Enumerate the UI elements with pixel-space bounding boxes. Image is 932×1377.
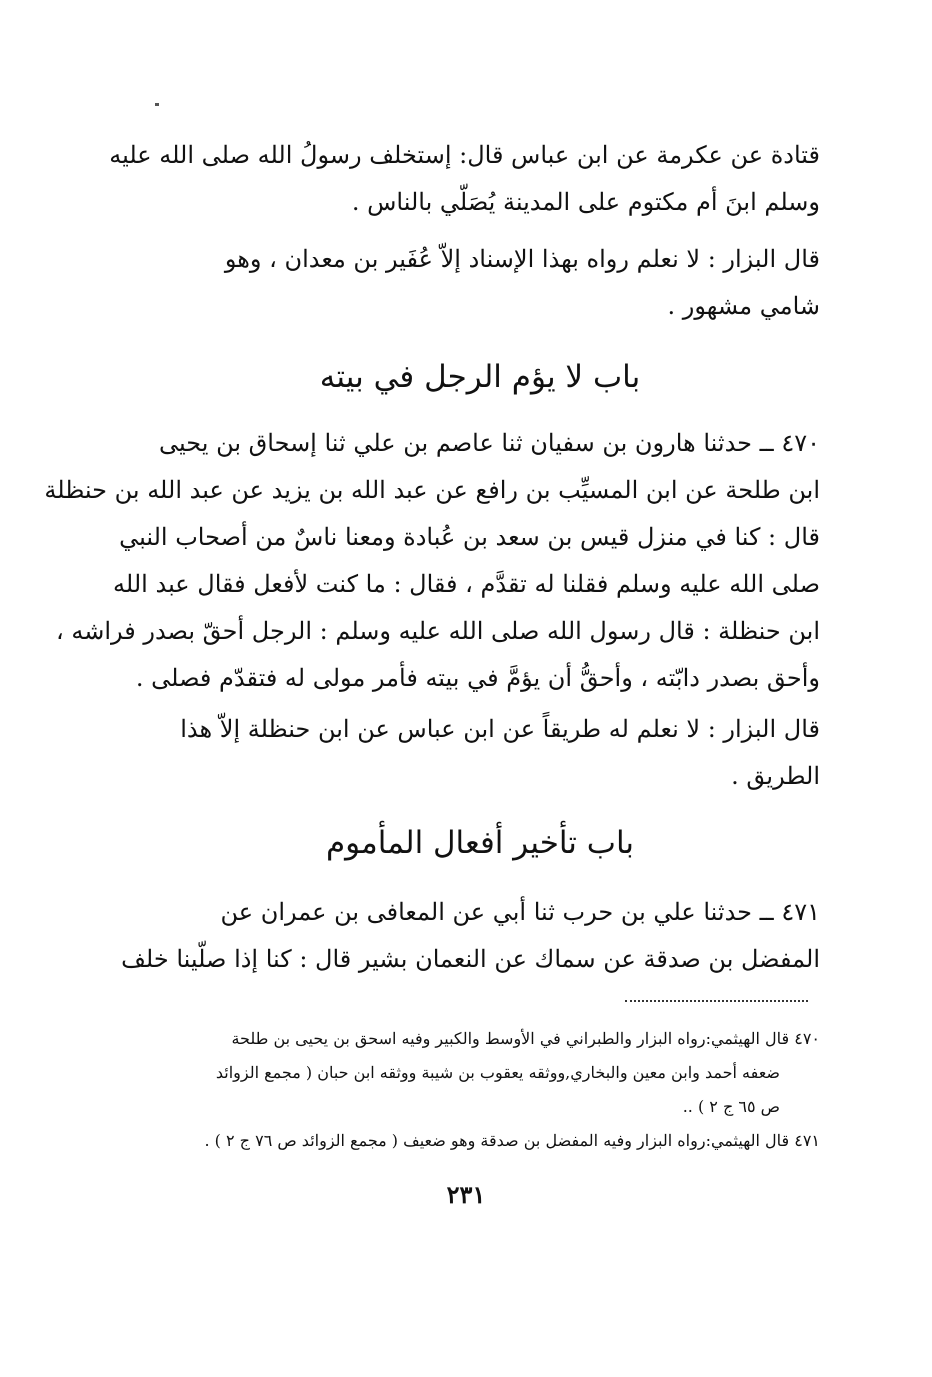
text-line: وأحق بصدر دابّته ، وأحقُّ أن يؤمَّ في بيته فأمر مولى له فتقدّم فصلى . <box>135 664 820 692</box>
page-number: ٢٣١ <box>446 1180 486 1209</box>
paragraph-1 <box>109 132 820 226</box>
text-line: ٤٧١ ــ حدثنا علي بن حرب ثنا أبي عن المعافى بن عمران عن <box>220 898 820 926</box>
footnote-470-line: ٤٧٠ قال الهيثمي:رواه البزار والطبراني في الأوسط والكبير وفيه اسحق بن يحيى بن طلحة <box>231 1029 820 1048</box>
section-heading-2: باب تأخير أفعال المأموم <box>325 825 635 861</box>
text-line: الطريق . <box>731 762 820 790</box>
footnote-471: ٤٧١ قال الهيثمي:رواه البزار وفيه المفضل بن صدقة وهو ضعيف ( مجمع الزوائد ص ٧٦ ج ٢ ) . <box>204 1131 820 1150</box>
footnote-470-line: ضعفه أحمد وابن معين والبخاري,ووثقه يعقوب بن شيبة ووثقه ابن حبان ( مجمع الزوائد <box>215 1063 780 1082</box>
text-line: قال البزار : لا نعلم رواه بهذا الإسناد إلاّ عُفَير بن معدان ، وهو <box>224 245 820 273</box>
paragraph-2 <box>140 236 820 330</box>
text-line: المفضل بن صدقة عن سماك عن النعمان بشير قال : كنا إذا صلّينا خلف <box>121 945 820 973</box>
text-line: شامي مشهور . <box>667 292 820 320</box>
text-line: ابن طلحة عن ابن المسيِّب بن رافع عن عبد الله بن يزيد عن عبد الله بن حنظلة <box>44 476 820 504</box>
text-line: ابن حنظلة : قال رسول الله صلى الله عليه وسلم : الرجل أحقّ بصدر فراشه ، <box>55 617 820 645</box>
paragraph-3 <box>44 420 820 702</box>
section-heading-1: باب لا يؤم الرجل في بيته <box>319 359 641 395</box>
footnote-470-line: ص ٦٥ ج ٢ ) .. <box>682 1097 780 1116</box>
text-line: صلى الله عليه وسلم فقلنا له تقدَّم ، فقال : ما كنت لأفعل فقال عبد الله <box>113 570 820 598</box>
text-line: قال البزار : لا نعلم له طريقاً عن ابن عباس عن ابن حنظلة إلاّ هذا <box>180 715 820 743</box>
scan-mark <box>155 103 159 106</box>
paragraph-5 <box>121 889 820 983</box>
footnote-separator <box>625 1000 808 1002</box>
text-line: وسلم ابنَ أم مكتوم على المدينة يُصَلّي بالناس . <box>351 188 820 216</box>
text-line: قتادة عن عكرمة عن ابن عباس قال: إستخلف رسولُ الله صلى الله عليه <box>109 141 820 169</box>
paragraph-4 <box>140 706 820 800</box>
text-line: ٤٧٠ ــ حدثنا هارون بن سفيان ثنا عاصم بن علي ثنا إسحاق بن يحيى <box>159 429 820 457</box>
footnotes <box>140 1022 820 1158</box>
text-line: قال : كنا في منزل قيس بن سعد بن عُبادة ومعنا ناسٌ من أصحاب النبي <box>119 523 820 551</box>
